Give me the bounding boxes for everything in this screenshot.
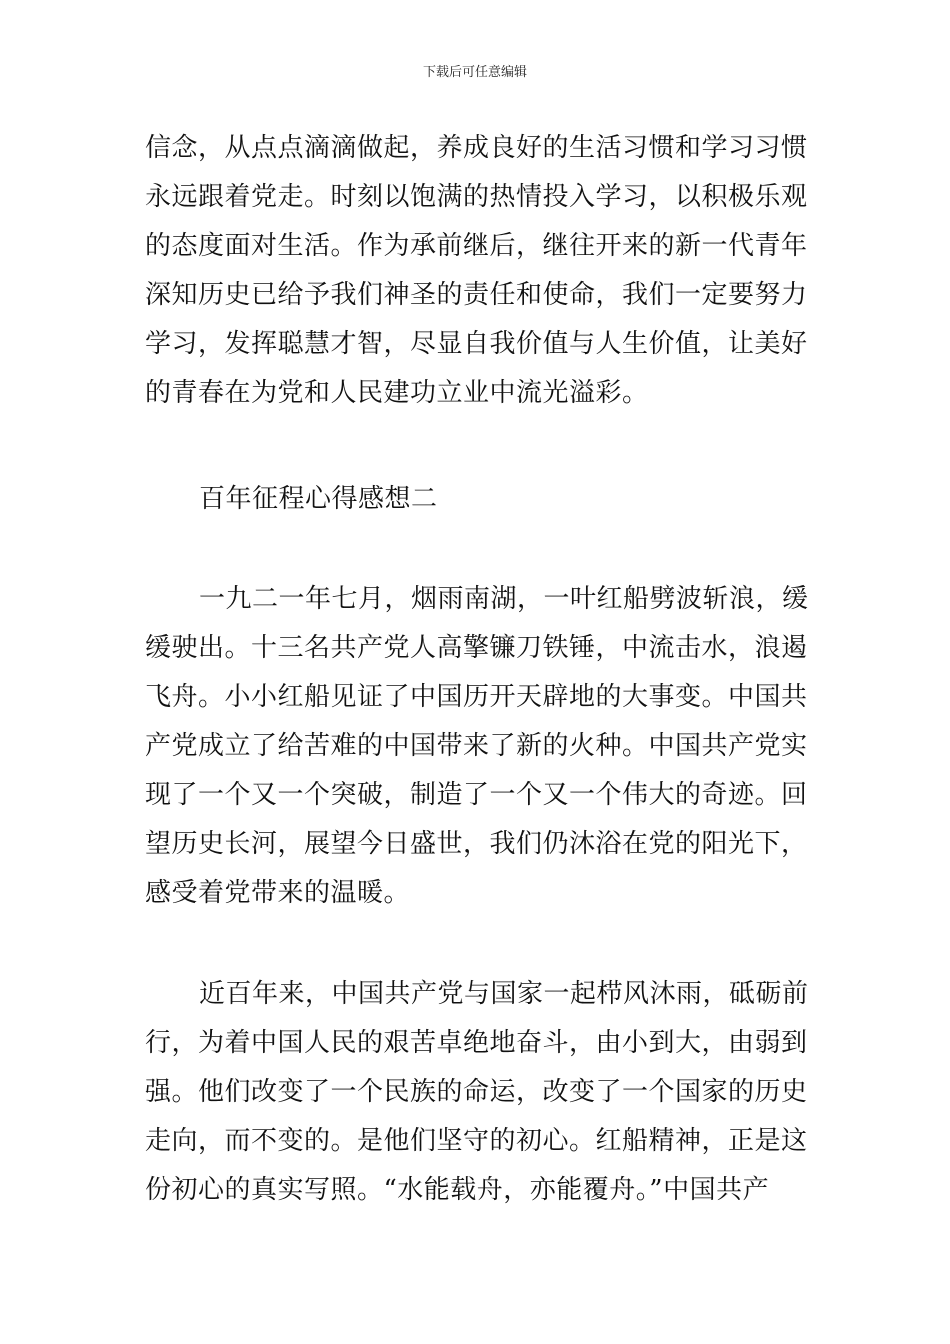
text-line: 信念，从点点滴滴做起，养成良好的生活习惯和学习习惯 bbox=[145, 133, 808, 163]
text-line: 份初心的真实写照。“水能载舟，亦能覆舟。”中国共产 bbox=[145, 1175, 770, 1205]
text-line: 走向，而不变的。是他们坚守的初心。红船精神，正是这 bbox=[145, 1126, 808, 1156]
text-line: 缓驶出。十三名共产党人高擎镰刀铁锤，中流击水，浪遏 bbox=[145, 633, 808, 663]
paragraph-century bbox=[145, 970, 809, 1215]
text-line: 感受着党带来的温暖。 bbox=[145, 878, 411, 908]
text-line: 强。他们改变了一个民族的命运，改变了一个国家的历史 bbox=[145, 1077, 808, 1107]
text-line: 产党成立了给苦难的中国带来了新的火种。中国共产党实 bbox=[145, 731, 808, 761]
text-line: 的态度面对生活。作为承前继后，继往开来的新一代青年 bbox=[145, 231, 808, 261]
page-header: 下载后可任意编辑 bbox=[422, 65, 527, 80]
text-line: 永远跟着党走。时刻以饱满的热情投入学习，以积极乐观 bbox=[145, 182, 808, 212]
text-line: 学习，发挥聪慧才智，尽显自我价值与人生价值，让美好 bbox=[145, 329, 808, 359]
paragraph-continued bbox=[145, 124, 809, 418]
section-title-block bbox=[145, 475, 809, 524]
text-line: 深知历史已给予我们神圣的责任和使命，我们一定要努力 bbox=[145, 280, 808, 310]
paragraph-red-boat bbox=[145, 575, 809, 918]
text-line: 望历史长河，展望今日盛世，我们仍沐浴在党的阳光下， bbox=[145, 829, 808, 859]
text-line: 一九二一年七月，烟雨南湖，一叶红船劈波斩浪，缓 bbox=[199, 584, 809, 614]
text-line: 近百年来，中国共产党与国家一起栉风沐雨，砥砺前 bbox=[199, 979, 809, 1009]
text-line: 飞舟。小小红船见证了中国历开天辟地的大事变。中国共 bbox=[145, 682, 808, 712]
text-line: 的青春在为党和人民建功立业中流光溢彩。 bbox=[145, 378, 649, 408]
section-title: 百年征程心得感想二 bbox=[199, 484, 438, 514]
text-line: 行，为着中国人民的艰苦卓绝地奋斗，由小到大，由弱到 bbox=[145, 1028, 808, 1058]
text-line: 现了一个又一个突破，制造了一个又一个伟大的奇迹。回 bbox=[145, 780, 808, 810]
